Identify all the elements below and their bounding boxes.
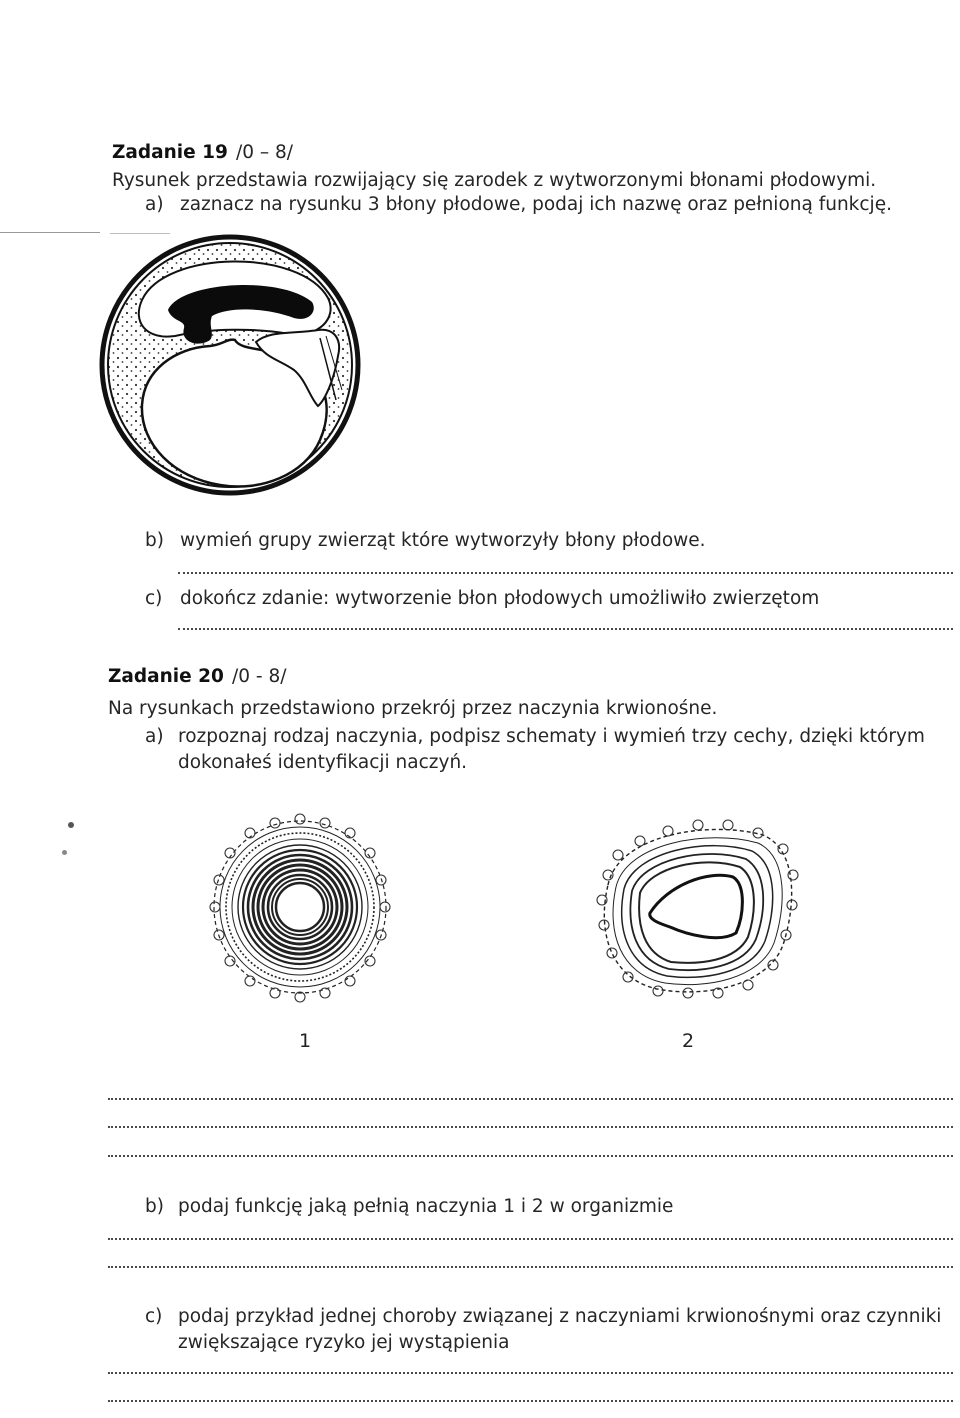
figure-label-2: 2	[682, 1030, 695, 1052]
task19-c-marker: c)	[145, 588, 163, 609]
task20-c-marker: c)	[145, 1306, 163, 1327]
answer-line[interactable]	[108, 1098, 953, 1100]
answer-line[interactable]	[178, 628, 953, 630]
task20-b-text: podaj funkcję jaką pełnią naczynia 1 i 2 w organizmie	[178, 1196, 674, 1217]
task20-a-marker: a)	[145, 726, 164, 747]
task19-a-text: zaznacz na rysunku 3 błony płodowe, podaj ich nazwę oraz pełnioną funkcję.	[180, 194, 892, 215]
answer-line[interactable]	[108, 1400, 953, 1402]
task19-b-marker: b)	[145, 530, 164, 551]
answer-line[interactable]	[108, 1238, 953, 1240]
task20-c-line2: zwiększające ryzyko jej wystąpienia	[178, 1332, 510, 1353]
task19-b-text: wymień grupy zwierząt które wytworzyły błony płodowe.	[180, 530, 706, 551]
task20-intro: Na rysunkach przedstawiono przekrój przez naczynia krwionośne.	[108, 698, 718, 719]
task20-score: /0 - 8/	[232, 666, 287, 687]
task20-b-marker: b)	[145, 1196, 164, 1217]
embryo-fetal-membranes-drawing	[80, 230, 380, 520]
task20-a-line1: rozpoznaj rodzaj naczynia, podpisz schematy i wymień trzy cechy, dzięki którym	[178, 726, 925, 747]
task19-intro: Rysunek przedstawia rozwijający się zarodek z wytworzonymi błonami płodowymi.	[112, 170, 877, 191]
scan-smudge	[68, 822, 74, 828]
scan-smudge	[62, 850, 67, 855]
vein-cross-section-drawing	[588, 815, 803, 1000]
answer-line[interactable]	[108, 1155, 953, 1157]
answer-line[interactable]	[108, 1126, 953, 1128]
task19-title: Zadanie 19	[112, 142, 228, 163]
answer-line[interactable]	[108, 1372, 953, 1374]
task19-c-text: dokończ zdanie: wytworzenie błon płodowych umożliwiło zwierzętom	[180, 588, 820, 609]
task20-c-line1: podaj przykład jednej choroby związanej z naczyniami krwionośnymi oraz czynniki	[178, 1306, 942, 1327]
answer-line[interactable]	[178, 572, 953, 574]
artery-cross-section-drawing	[205, 805, 395, 1010]
answer-line[interactable]	[108, 1266, 953, 1268]
task19-a-marker: a)	[145, 194, 164, 215]
task19-score: /0 – 8/	[236, 142, 294, 163]
figure-label-1: 1	[299, 1030, 312, 1052]
task20-a-line2: dokonałeś identyfikacji naczyń.	[178, 752, 468, 773]
task20-title: Zadanie 20	[108, 666, 224, 687]
